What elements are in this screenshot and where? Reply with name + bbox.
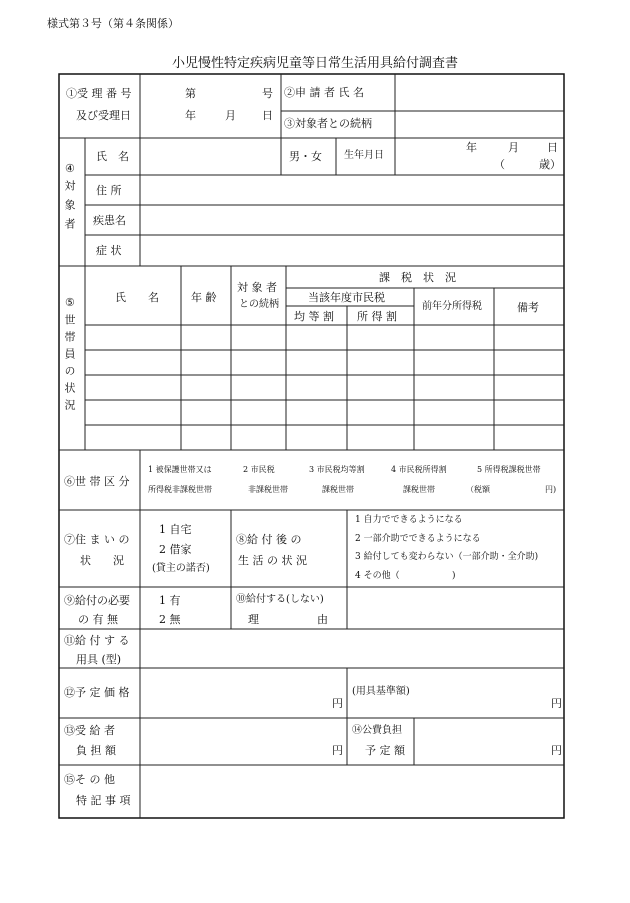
equipment-field[interactable] [141,630,563,667]
s8-item3: 3 給付しても変わらない（一部介助・全介助) [355,552,539,562]
s11-label-1: ⑪給 付 す る [64,634,130,647]
s12-yen: 円 [332,697,343,710]
s4-name: 氏 名 [96,150,129,163]
s6-opt4b: 課税世帯 [403,485,435,494]
s7-opt2: 2 借家 [159,543,192,556]
s14-yen: 円 [551,744,562,757]
s6-opt1a: 1 被保護世帯又は [148,465,212,474]
s5-num: ⑤ [65,296,75,309]
s5-age: 年 齢 [191,291,217,304]
s10-label-3: 由 [317,613,328,626]
s6-opt2a: 2 市民税 [243,465,275,474]
s5-prev-income-tax: 前年分所得税 [422,301,482,312]
s6-label: ⑥世 帯 区 分 [64,475,130,488]
s11-label-2: 用具 (型) [76,653,122,666]
s2-label: ②申 請 者 氏 名 [284,86,364,99]
s4-symptom: 症 状 [96,244,122,257]
s1-dai: 第 [185,87,196,100]
s6-opt3a: 3 市民税均等割 [309,465,365,474]
s10-label-2: 理 [248,613,259,626]
s7-label-2: 状 況 [80,554,124,567]
s1-label-2: 及び受理日 [76,109,131,122]
s8-item4-close: ) [452,571,456,581]
s4-address: 住 所 [96,184,122,197]
s1-hi: 日 [262,109,273,122]
s5-municipal: 当該年度市民税 [308,291,385,304]
s4-num: ④ [65,162,75,175]
s4-paren: （ [494,158,505,171]
s6-opt5a: 5 所得税課税世帯 [477,465,541,474]
s15-label-2: 特 記 事 項 [76,794,131,807]
s1-label-1: ①受 理 番 号 [66,87,132,100]
s5-relation-2: との続柄 [239,299,279,310]
s6-opt3b: 課税世帯 [322,485,354,494]
s14-label-1: ⑭公費負担 [352,725,402,736]
s5-relation-1: 対 象 者 [237,281,277,294]
s7-opt1: 1 自宅 [159,523,192,536]
s4-sai: 歳） [539,158,561,171]
s9-label-1: ⑨給付の必要 [64,594,130,607]
s5-vertical: 世帯員の状況 [63,314,76,416]
s9-label-2: の 有 無 [78,613,118,626]
s8-label-1: ⑧給 付 後 の [236,533,302,546]
s1-tsuki: 月 [225,109,236,122]
s9-opt1: 1 有 [159,594,181,607]
s5-tax: 課 税 状 況 [379,271,456,284]
page-title: 小児慢性特定疾病児童等日常生活用具給付調査書 [172,56,459,71]
s5-per-capita: 均 等 割 [294,310,334,323]
s4-tsuki: 月 [508,141,519,154]
s4-nen: 年 [466,141,477,154]
relationship-field[interactable] [396,112,563,137]
s6-yen: 円) [545,485,557,494]
s15-label-1: ⑮そ の 他 [64,773,115,786]
s13-label-1: ⑬受 給 者 [64,724,115,737]
reason-field[interactable] [348,588,563,628]
s8-item2: 2 一部介助でできるようになる [355,534,481,544]
s6-opt4a: 4 市民税所得割 [391,465,447,474]
s1-nen: 年 [185,109,196,122]
s13-yen: 円 [332,744,343,757]
s7-opt3: (貸主の諾否) [152,563,210,574]
s8-item4: 4 その他（ [355,571,400,581]
s4-sex: 男・女 [289,150,322,163]
s6-opt2b: 非課税世帯 [248,485,288,494]
s1-go: 号 [262,87,273,100]
s7-label-1: ⑦住 ま い の [64,533,130,546]
s8-item1: 1 自力でできるようになる [355,515,463,525]
s4-hi: 日 [547,141,558,154]
s4-birth: 生年月日 [344,150,384,161]
s6-tax-amount: （税額 [466,485,490,494]
s5-remarks: 備考 [517,301,539,314]
s6-opt1b: 所得税非課税世帯 [148,485,212,494]
s13-label-2: 負 担 額 [76,744,116,757]
s9-opt2: 2 無 [159,613,181,626]
s12-standard: (用具基準額) [352,686,410,697]
s12-label: ⑫予 定 価 格 [64,686,130,699]
applicant-name-field[interactable] [396,75,563,110]
s4-disease: 疾患名 [93,214,126,227]
s14-label-2: 予 定 額 [365,744,405,757]
s10-label-1: ⑩給付する(しない) [236,594,324,605]
s3-label: ③対象者との続柄 [284,117,372,130]
form-number: 様式第３号（第４条関係） [47,17,179,30]
s8-label-2: 生 活 の 状 況 [238,554,307,567]
s4-vertical: 対象者 [63,180,76,237]
special-notes-field[interactable] [141,766,563,817]
s12-yen-2: 円 [551,697,562,710]
s5-income-levy: 所 得 割 [357,310,397,323]
s5-name: 氏 名 [115,291,159,304]
